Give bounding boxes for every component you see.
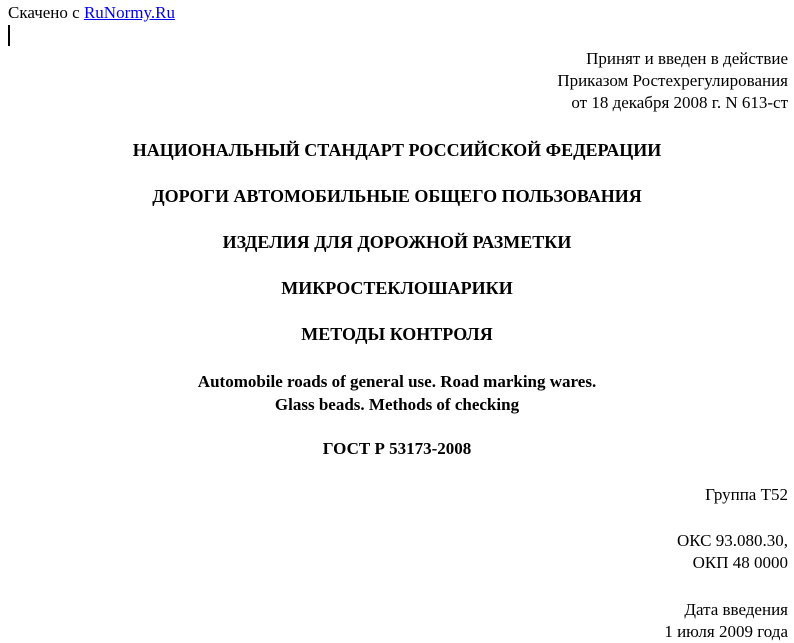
- introduction-label: Дата введения: [684, 600, 788, 619]
- title-test-methods: МЕТОДЫ КОНТРОЛЯ: [301, 324, 493, 344]
- title-glass-beads: МИКРОСТЕКЛОШАРИКИ: [281, 278, 513, 298]
- classification-codes: [677, 530, 788, 574]
- source-link[interactable]: RuNormy.Ru: [83, 3, 175, 22]
- source-line: [8, 3, 175, 23]
- source-prefix: Скачено с: [8, 3, 84, 22]
- standard-number: ГОСТ Р 53173-2008: [322, 439, 472, 458]
- adoption-block: [557, 48, 788, 114]
- adoption-line-3: от 18 декабря 2008 г. N 613-ст: [571, 93, 788, 112]
- english-title-line-1: Automobile roads of general use. Road marking wares.: [197, 372, 597, 391]
- title-marking-products: ИЗДЕЛИЯ ДЛЯ ДОРОЖНОЙ РАЗМЕТКИ: [222, 232, 572, 252]
- adoption-line-1: Принят и введен в действие: [586, 49, 788, 68]
- okp-code: ОКП 48 0000: [692, 553, 788, 572]
- title-national-standard: НАЦИОНАЛЬНЫЙ СТАНДАРТ РОССИЙСКОЙ ФЕДЕРАЦИИ: [132, 140, 662, 160]
- group-code: Группа Т52: [705, 485, 788, 504]
- english-title: [0, 370, 794, 416]
- text-cursor: [8, 25, 10, 46]
- adoption-line-2: Приказом Ростехрегулирования: [557, 71, 788, 90]
- english-title-line-2: Glass beads. Methods of checking: [274, 395, 520, 414]
- introduction-date: 1 июля 2009 года: [664, 622, 788, 641]
- group-block: [705, 484, 788, 506]
- oks-code: ОКС 93.080.30,: [676, 531, 788, 550]
- title-roads: ДОРОГИ АВТОМОБИЛЬНЫЕ ОБЩЕГО ПОЛЬЗОВАНИЯ: [152, 186, 642, 206]
- introduction-date-block: [664, 599, 788, 643]
